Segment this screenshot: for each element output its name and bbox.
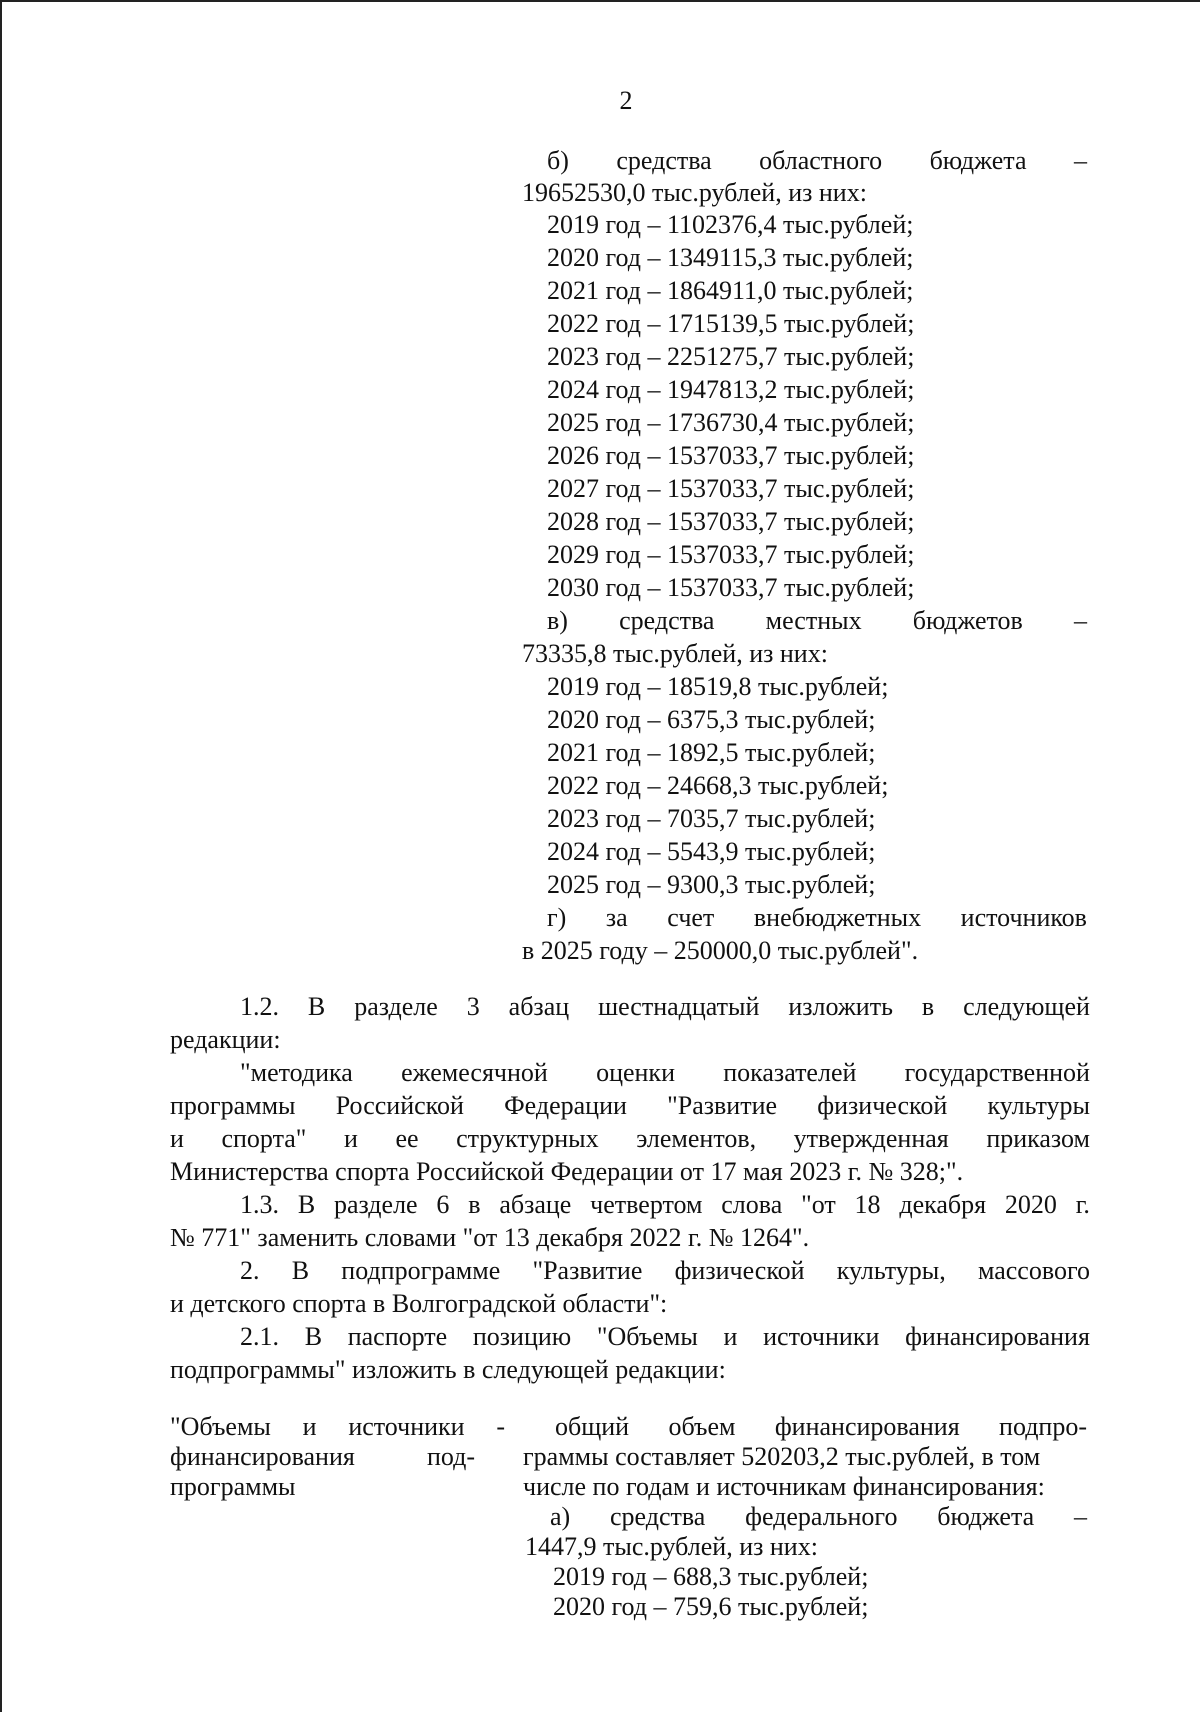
word: культуры, xyxy=(836,1256,946,1285)
word: "Развитие xyxy=(532,1256,643,1285)
regional-year-2020: 2020 год – 1349115,3 тыс.рублей; xyxy=(547,243,914,272)
word: объем xyxy=(668,1412,736,1441)
passport-left-line1 xyxy=(170,1412,505,1442)
word: "Объемы xyxy=(596,1322,698,1351)
word: 1.2. xyxy=(240,992,279,1021)
regional-year-2025: 2025 год – 1736730,4 тыс.рублей; xyxy=(547,408,915,437)
regional-year-2026: 2026 год – 1537033,7 тыс.рублей; xyxy=(547,441,915,470)
passport-left-line2 xyxy=(170,1442,475,1472)
word: бюджета xyxy=(929,146,1027,175)
local-year-2020: 2020 год – 6375,3 тыс.рублей; xyxy=(547,705,876,734)
word: а) xyxy=(550,1502,571,1531)
word: физической xyxy=(674,1256,805,1285)
word: программы xyxy=(170,1091,296,1120)
regional-year-2021: 2021 год – 1864911,0 тыс.рублей; xyxy=(547,276,914,305)
word: источники xyxy=(348,1412,465,1441)
word: показателей xyxy=(723,1058,857,1087)
word: 6 xyxy=(436,1190,450,1219)
word: финансирования xyxy=(774,1412,960,1441)
federal-budget-total: 1447,9 тыс.рублей, из них: xyxy=(525,1532,818,1561)
word: в) xyxy=(547,606,568,635)
word: утвержденная xyxy=(793,1124,949,1153)
regional-budget-total: 19652530,0 тыс.рублей, из них: xyxy=(522,178,867,207)
word: шестнадцатый xyxy=(598,992,760,1021)
section-2-line1 xyxy=(240,1256,1090,1286)
word: следующей xyxy=(963,992,1090,1021)
local-year-2019: 2019 год – 18519,8 тыс.рублей; xyxy=(547,672,889,701)
section-2-1-line1 xyxy=(240,1322,1090,1352)
section-1-3-line2: № 771" заменить словами "от 13 декабря 2022 г. № 1264". xyxy=(170,1223,810,1252)
regional-year-2019: 2019 год – 1102376,4 тыс.рублей; xyxy=(547,210,914,239)
word: г) xyxy=(547,903,567,932)
word: четвертом xyxy=(590,1190,703,1219)
word: областного xyxy=(759,146,883,175)
word: разделе xyxy=(333,1190,418,1219)
word: приказом xyxy=(986,1124,1090,1153)
extrabudgetary-total: в 2025 году – 250000,0 тыс.рублей". xyxy=(522,936,919,965)
word: в xyxy=(468,1190,481,1219)
word: слова xyxy=(721,1190,783,1219)
word: Российской xyxy=(335,1091,464,1120)
word: в xyxy=(921,992,935,1021)
word: за xyxy=(605,903,628,932)
word: общий xyxy=(555,1412,630,1441)
federal-year-2020: 2020 год – 759,6 тыс.рублей; xyxy=(553,1592,869,1621)
word: б) xyxy=(547,146,569,175)
passport-right-line2: граммы составляет 520203,2 тыс.рублей, в том xyxy=(523,1442,1041,1471)
word: "методика xyxy=(240,1058,353,1087)
word: – xyxy=(1074,606,1087,635)
word: внебюджетных xyxy=(753,903,922,932)
word: счет xyxy=(667,903,715,932)
word: средства xyxy=(616,146,712,175)
regional-year-2027: 2027 год – 1537033,7 тыс.рублей; xyxy=(547,474,915,503)
local-year-2024: 2024 год – 5543,9 тыс.рублей; xyxy=(547,837,876,866)
word: местных xyxy=(765,606,862,635)
word: структурных xyxy=(456,1124,599,1153)
word: культуры xyxy=(987,1091,1090,1120)
word: государственной xyxy=(904,1058,1090,1087)
federal-budget-heading xyxy=(550,1502,1087,1532)
word: В xyxy=(297,1190,316,1219)
local-year-2022: 2022 год – 24668,3 тыс.рублей; xyxy=(547,771,889,800)
word: ее xyxy=(395,1124,419,1153)
local-year-2025: 2025 год – 9300,3 тыс.рублей; xyxy=(547,870,876,899)
word: - xyxy=(496,1412,505,1441)
word: ежемесячной xyxy=(401,1058,548,1087)
word: паспорте xyxy=(347,1322,448,1351)
word: бюджетов xyxy=(912,606,1023,635)
section-2-1-line2: подпрограммы" изложить в следующей редакции: xyxy=(170,1355,726,1384)
word: позицию xyxy=(472,1322,572,1351)
word: В xyxy=(307,992,326,1021)
federal-year-2019: 2019 год – 688,3 тыс.рублей; xyxy=(553,1562,869,1591)
regional-year-2024: 2024 год – 1947813,2 тыс.рублей; xyxy=(547,375,915,404)
word: 1.3. xyxy=(240,1190,279,1219)
word: "Развитие xyxy=(667,1091,778,1120)
section-1-2-line1 xyxy=(240,992,1090,1022)
word: и xyxy=(170,1124,184,1153)
word: и xyxy=(723,1322,738,1351)
section-1-2-quote-line1 xyxy=(240,1058,1090,1088)
word: финансирования xyxy=(905,1322,1090,1351)
word: средства xyxy=(619,606,715,635)
section-1-2-line2: редакции: xyxy=(170,1025,281,1054)
word: разделе xyxy=(354,992,438,1021)
word: абзаце xyxy=(499,1190,572,1219)
page-number: 2 xyxy=(619,86,633,115)
section-1-2-quote-line3 xyxy=(170,1124,1090,1154)
regional-year-2023: 2023 год – 2251275,7 тыс.рублей; xyxy=(547,342,915,371)
word: 3 xyxy=(466,992,480,1021)
word: абзац xyxy=(508,992,570,1021)
section-1-2-quote-line4: Министерства спорта Российской Федерации от 17 мая 2023 г. № 328;". xyxy=(170,1157,964,1186)
passport-left-line3: программы xyxy=(170,1472,296,1501)
word: источников xyxy=(960,903,1087,932)
word: подпро- xyxy=(999,1412,1087,1441)
word: финансирования xyxy=(170,1442,355,1471)
word: 2.1. xyxy=(240,1322,279,1351)
regional-year-2030: 2030 год – 1537033,7 тыс.рублей; xyxy=(547,573,915,602)
regional-budget-heading xyxy=(547,146,1087,176)
word: элементов, xyxy=(636,1124,757,1153)
word: подпрограмме xyxy=(341,1256,501,1285)
local-budgets-heading xyxy=(547,606,1087,636)
word: г. xyxy=(1075,1190,1090,1219)
word: изложить xyxy=(788,992,893,1021)
word: В xyxy=(304,1322,323,1351)
section-2-line2: и детского спорта в Волгоградской области": xyxy=(170,1289,668,1318)
local-year-2021: 2021 год – 1892,5 тыс.рублей; xyxy=(547,738,876,767)
word: источники xyxy=(763,1322,880,1351)
regional-year-2022: 2022 год – 1715139,5 тыс.рублей; xyxy=(547,309,915,338)
word: "от xyxy=(801,1190,836,1219)
passport-right-line3: числе по годам и источникам финансирования: xyxy=(523,1472,1045,1501)
word: спорта" xyxy=(221,1124,307,1153)
word: физической xyxy=(817,1091,948,1120)
word: федерального xyxy=(745,1502,898,1531)
word: и xyxy=(343,1124,358,1153)
word: – xyxy=(1074,146,1087,175)
regional-year-2029: 2029 год – 1537033,7 тыс.рублей; xyxy=(547,540,915,569)
scan-edge-left xyxy=(0,0,2,1712)
word: 2020 xyxy=(1004,1190,1057,1219)
word: – xyxy=(1073,1502,1087,1531)
local-budgets-total: 73335,8 тыс.рублей, из них: xyxy=(522,639,828,668)
scan-edge-top xyxy=(0,0,1200,2)
word: оценки xyxy=(596,1058,675,1087)
word: под- xyxy=(426,1442,475,1471)
word: В xyxy=(291,1256,310,1285)
extrabudgetary-heading xyxy=(547,903,1087,933)
local-year-2023: 2023 год – 7035,7 тыс.рублей; xyxy=(547,804,876,833)
word: 2. xyxy=(240,1256,260,1285)
word: и xyxy=(302,1412,317,1441)
section-1-2-quote-line2 xyxy=(170,1091,1090,1121)
word: бюджета xyxy=(937,1502,1035,1531)
word: массового xyxy=(977,1256,1090,1285)
section-1-3-line1 xyxy=(240,1190,1090,1220)
word: 18 xyxy=(854,1190,881,1219)
word: "Объемы xyxy=(170,1412,271,1441)
word: средства xyxy=(609,1502,706,1531)
passport-right-line1 xyxy=(555,1412,1087,1442)
regional-year-2028: 2028 год – 1537033,7 тыс.рублей; xyxy=(547,507,915,536)
word: декабря xyxy=(899,1190,987,1219)
word: Федерации xyxy=(504,1091,627,1120)
